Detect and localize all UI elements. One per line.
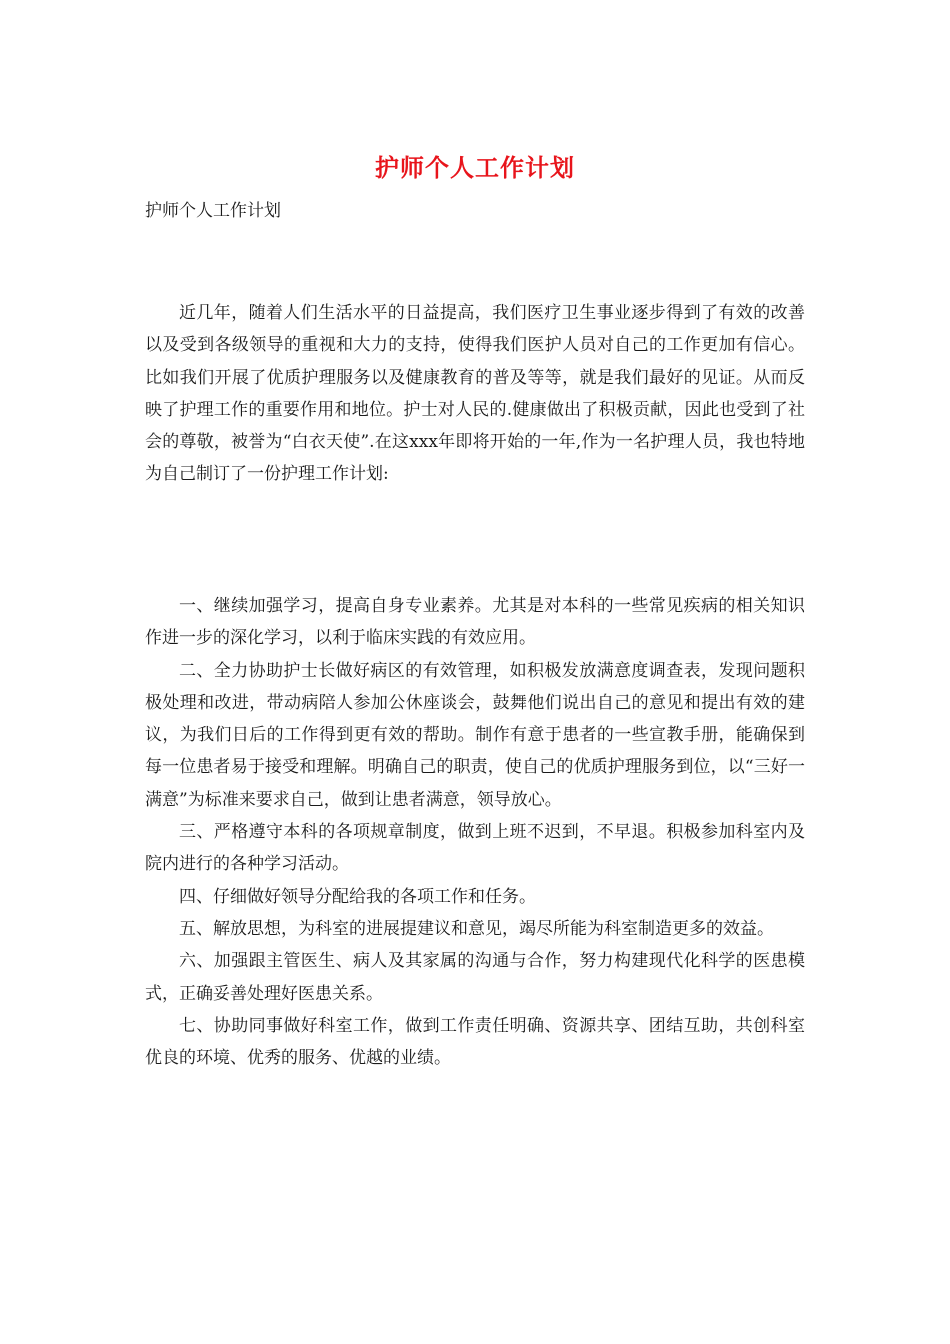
document-title: 护师个人工作计划: [375, 153, 575, 182]
document-subtitle: 护师个人工作计划: [145, 201, 281, 221]
intro-paragraph: 近几年，随着人们生活水平的日益提高，我们医疗卫生事业逐步得到了有效的改善以及受到各级领导的重视和大力的支持，使得我们医护人员对自己的工作更加有信心。比如我们开展了优质护理服务以及健康教育的普及等等，就是我们最好的见证。从而反映了护理工作的重要作用和地位。护士对人民的.健康做出了积极贡献，因此也受到了社会的尊敬，被誉为“白衣天使”.在这xxx年即将开始的一年,作为一名护理人员，我也特地为自己制订了一份护理工作计划:: [145, 303, 805, 485]
plan-item: 三、严格遵守本科的各项规章制度，做到上班不迟到，不早退。积极参加科室内及院内进行的各种学习活动。: [145, 822, 805, 875]
plan-item: 七、协助同事做好科室工作，做到工作责任明确、资源共享、团结互助，共创科室优良的环境、优秀的服务、优越的业绩。: [145, 1015, 805, 1069]
plan-item: 五、解放思想，为科室的进展提建议和意见，竭尽所能为科室制造更多的效益。: [179, 918, 774, 939]
plan-list: [145, 590, 805, 1074]
plan-item: 四、仔细做好领导分配给我的各项工作和任务。: [179, 886, 536, 907]
plan-item: 六、加强跟主管医生、病人及其家属的沟通与合作，努力构建现代化科学的医患模式，正确妥善处理好医患关系。: [145, 951, 805, 1004]
plan-item: 二、全力协助护士长做好病区的有效管理，如积极发放满意度调查表，发现问题积极处理和改进，带动病陪人参加公休座谈会，鼓舞他们说出自己的意见和提出有效的建议，为我们日后的工作得到更有效的帮助。制作有意于患者的一些宣教手册，能确保到每一位患者易于接受和理解。明确自己的职责，使自己的优质护理服务到位，以“三好一满意”为标准来要求自己，做到让患者满意，领导放心。: [145, 660, 805, 810]
plan-item: 一、继续加强学习，提高自身专业素养。尤其是对本科的一些常见疾病的相关知识作进一步的深化学习，以利于临床实践的有效应用。: [145, 596, 805, 649]
